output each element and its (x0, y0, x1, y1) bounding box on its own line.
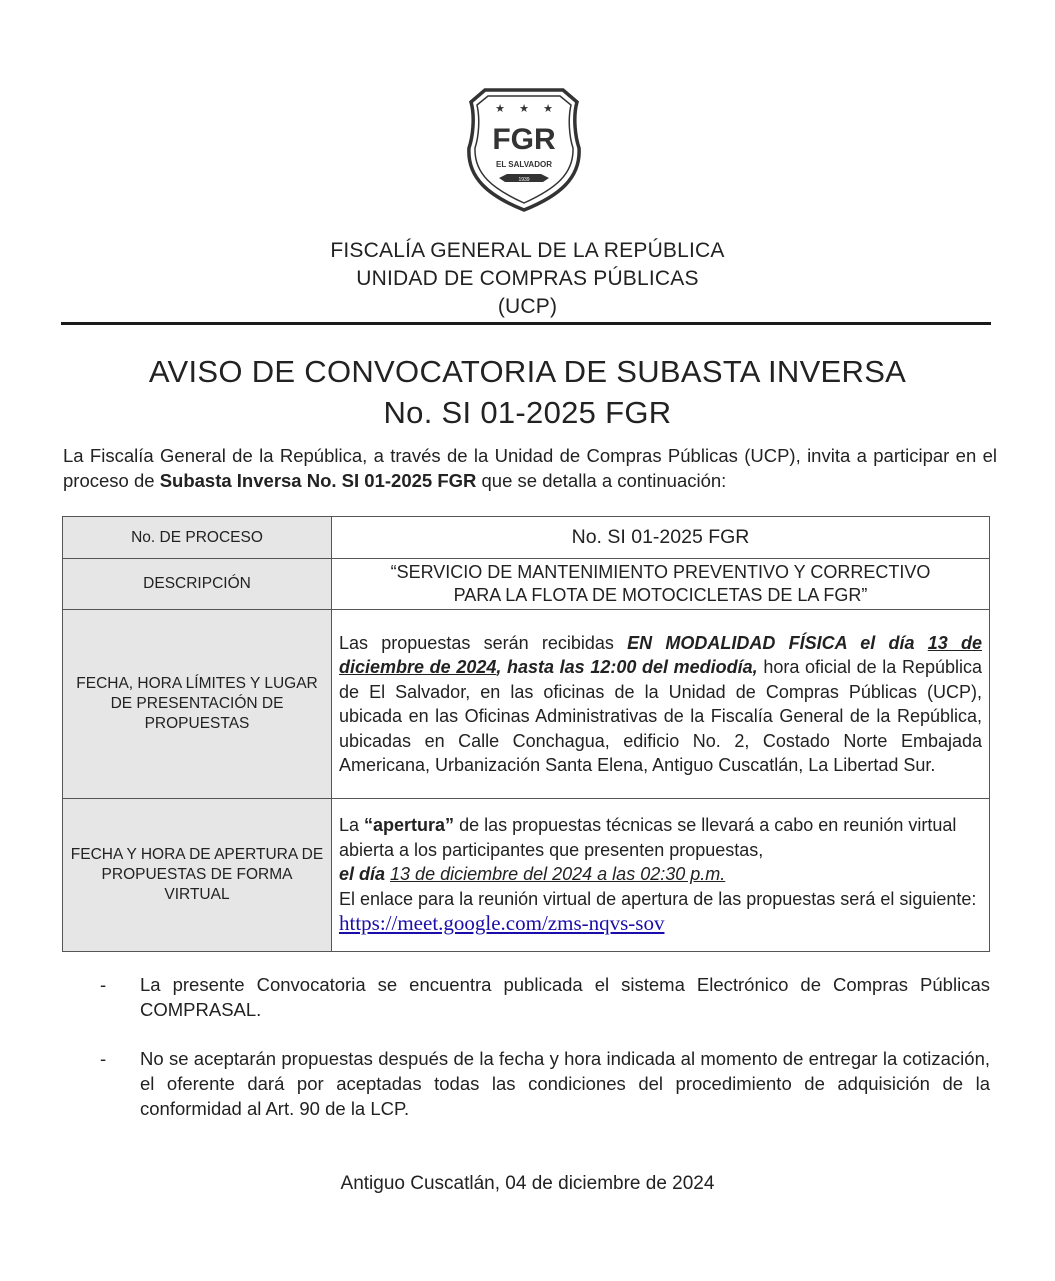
bullet-text: La presente Convocatoria se encuentra publicada el sistema Electrónico de Compras Públicas COMPRASAL. (140, 974, 990, 1020)
star-icon: ★ (543, 103, 553, 115)
org-name: FISCALÍA GENERAL DE LA REPÚBLICA (330, 239, 725, 262)
meeting-link-intro: El enlace para la reunión virtual de apertura de las propuestas será el siguiente: (339, 888, 977, 909)
bullet-dash: - (100, 974, 107, 995)
table-row (63, 517, 990, 559)
logo-country: EL SALVADOR (495, 160, 553, 169)
intro-process-name: Subasta Inversa No. SI 01-2025 FGR (159, 470, 477, 491)
value-submission-details (332, 610, 990, 799)
unit-acronym: (UCP) (497, 295, 558, 318)
table-row (63, 799, 990, 952)
notice-bullet (100, 972, 990, 1022)
bullet-dash: - (100, 1048, 107, 1069)
unit-name: UNIDAD DE COMPRAS PÚBLICAS (356, 267, 699, 290)
opening-text: La (339, 815, 365, 836)
process-details-table (62, 516, 990, 952)
intro-text: La Fiscalía General de la República, a través de la Unidad de Compras Públicas (UCP), invita a participar en el proceso de (63, 445, 997, 491)
intro-text-end: que se detalla a continuación: (476, 470, 727, 491)
submission-date: 13 de diciembre de 2024 (339, 632, 982, 677)
fgr-logo (463, 86, 585, 212)
opening-date-prefix: el día (339, 864, 391, 885)
star-icon: ★ (495, 103, 505, 115)
submission-location: hora oficial de la República de El Salvador, en las oficinas de la Unidad de Compras Públicas (UCP), ubicada en las Oficinas Administrativas de la Fiscalía General de la República, ubicadas en Calle Conchagua, edificio No. 2, Costado Norte Embajada Americana, Urbanización Santa Elena, Antiguo Cuscatlán, La Libertad Sur. (339, 657, 983, 775)
table-row (63, 559, 990, 610)
notice-number: No. SI 01-2025 FGR (383, 395, 672, 430)
value-opening-details (332, 799, 990, 952)
logo-year: 1939 (518, 177, 530, 183)
label-submission-details: FECHA, HORA LÍMITES Y LUGAR DE PRESENTACIÓN DE PROPUESTAS (63, 610, 332, 799)
label-process-number: No. DE PROCESO (63, 517, 332, 559)
notice-bullet (100, 1046, 990, 1121)
intro-paragraph (63, 443, 997, 493)
opening-text: de las propuestas técnicas se llevará a cabo en reunión virtual abierta a los participantes que presenten propuestas, (339, 815, 957, 860)
value-description (332, 559, 990, 610)
place-and-date: Antiguo Cuscatlán, 04 de diciembre de 2024 (340, 1173, 715, 1194)
bullet-text: No se aceptarán propuestas después de la fecha y hora indicada al momento de entregar la cotización, el oferente dará por aceptadas todas las condiciones del procedimiento de adquisición de la conformidad al Art. 90 de la LCP. (140, 1048, 990, 1119)
meeting-link[interactable]: https://meet.google.com/zms-nqvs-sov (339, 911, 665, 936)
description-line: PARA LA FLOTA DE MOTOCICLETAS DE LA FGR” (453, 585, 868, 605)
opening-keyword: “apertura” (364, 815, 455, 836)
opening-date: 13 de diciembre del 2024 a las 02:30 p.m. (390, 864, 726, 885)
logo-acronym: FGR (492, 123, 556, 156)
label-description: DESCRIPCIÓN (63, 559, 332, 610)
submission-mode: EN MODALIDAD FÍSICA el día (627, 632, 928, 653)
submission-text: Las propuestas serán recibidas (339, 632, 628, 653)
label-opening-details: FECHA Y HORA DE APERTURA DE PROPUESTAS DE FORMA VIRTUAL (63, 799, 332, 952)
notice-title: AVISO DE CONVOCATORIA DE SUBASTA INVERSA (148, 354, 907, 389)
value-process-number: No. SI 01-2025 FGR (332, 517, 990, 559)
table-row (63, 610, 990, 799)
star-icon: ★ (519, 103, 529, 115)
header-divider (61, 322, 991, 325)
description-line: “SERVICIO DE MANTENIMIENTO PREVENTIVO Y CORRECTIVO (390, 562, 931, 582)
submission-time: , hasta las 12:00 del mediodía, (496, 657, 758, 677)
